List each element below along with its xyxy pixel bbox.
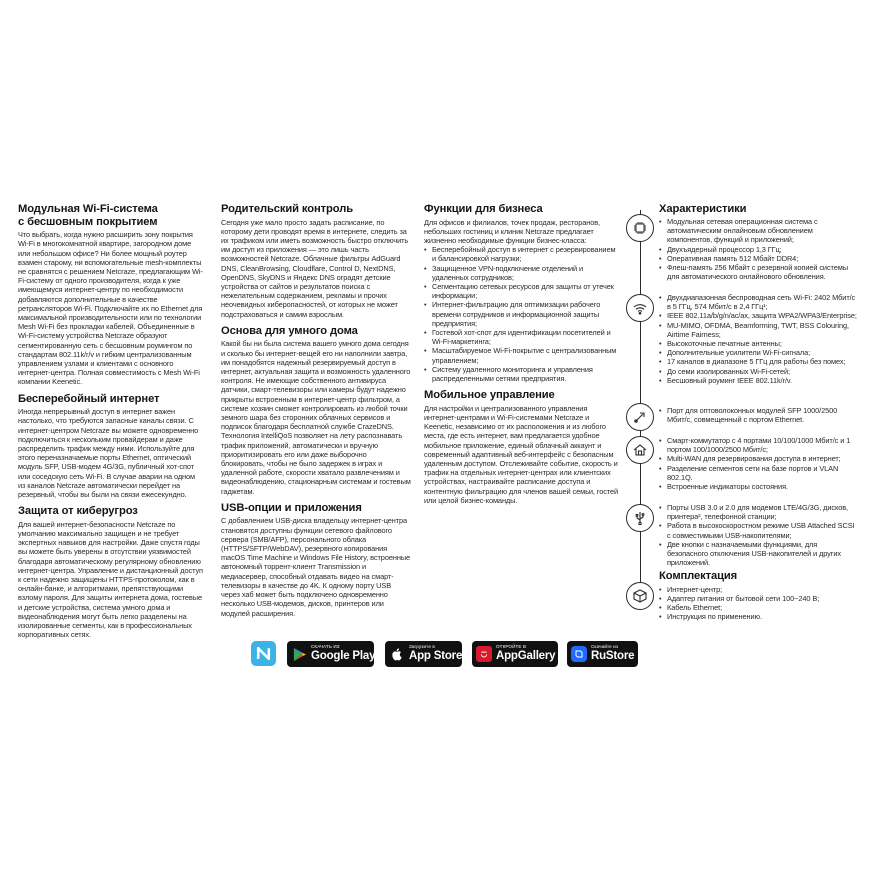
list-item: • Адаптер питания от бытовой сети 100−240 В; <box>659 594 857 603</box>
list-item: • Высокоточные печатные антенны; <box>659 339 857 348</box>
badge-small-text: ОТКРОЙТЕ В <box>496 644 527 650</box>
list-item: • Гостевой хот-спот для идентификации посетителей и Wi-Fi-маркетинга; <box>424 328 619 346</box>
column-specs <box>659 203 857 623</box>
column-2 <box>221 203 411 624</box>
badge-big-text: App Store <box>409 650 463 663</box>
list-item: • Бесшовный роуминг IEEE 802.11k/r/v. <box>659 376 857 385</box>
badge-small-text: Загрузите в <box>409 644 435 650</box>
home-network-icon <box>626 436 654 464</box>
section-body-parental: Сегодня уже мало просто задать расписание, по которому дети проводят время в интернете, следить за их трафиком или иметь возможность быстро отключить им доступ из приложения — это лишь часть возможностей Netcraze. Облачные фильтры AdGuard DNS, CleanBrowsing, Cloudflare, Control D, NextDNS, OpenDNS, SkyDNS и Яндекс DNS оградят детские устройства от сайтов и результатов поиска с нежелательным содержанием, рекламы и прочих неочевидных киберопасностей, от которых не может подстраховаться и самим взрослым. <box>221 217 409 319</box>
list-item: • Двухъядерный процессор 1,3 ГГц; <box>659 245 857 254</box>
spec-group-sfp <box>659 406 857 424</box>
list-item: • Систему удаленного мониторинга и управления распределенными сетями предприятия. <box>424 365 619 383</box>
column-1 <box>18 203 204 646</box>
huawei-icon <box>476 646 492 662</box>
list-item: • Дополнительные усилители Wi-Fi-сигнала; <box>659 348 857 357</box>
section-title-uninterrupted: Бесперебойный интернет <box>18 392 160 405</box>
list-item: • Разделение сегментов сети на базе портов и VLAN 802.1Q. <box>659 464 857 482</box>
usb-icon <box>626 504 654 532</box>
badge-big-text: Google Play <box>311 650 376 663</box>
list-item: • Флеш-память 256 Мбайт с резервной копией системы для автоматического онлайнового обновления. <box>659 263 857 281</box>
section-uninterrupted <box>18 393 204 500</box>
spec-group-wifi <box>659 293 857 385</box>
section-body-usb: С добавлением USB-диска владельцу интернет-центра становятся доступны функции сетевого файлового сервера (SMB/AFP), персонального облака (HTTPS/SFTP/WebDAV), резервного копирования macOS Time Machine и Windows File History, встроенные автономный торрент-клиент Transmission и медиасервер, способный отдавать видео на смарт-телевизоры в качестве до 4K. К одному порту USB через хаб может быть подключено одновременно несколько USB-модемов, дисков, принтеров или модулей расширения. <box>221 516 411 618</box>
section-title-parental: Родительский контроль <box>221 203 354 215</box>
section-title-mobile: Мобильное управление <box>424 389 555 402</box>
list-item: • Кабель Ethernet; <box>659 603 857 612</box>
list-item: • Смарт-коммутатор с 4 портами 10/100/1000 Мбит/с и 1 портом 100/1000/2500 Мбит/с; <box>659 436 857 454</box>
spec-group-system <box>659 217 857 281</box>
rustore-badge[interactable] <box>567 641 638 667</box>
section-body-smart-home: Какой бы ни была система вашего умного дома сегодня и сколько бы интернет-вещей его ни наполнили завтра, им понадобятся надежный резервируемый доступ в интернет, актуальная защита и возможность удаленного контроля. Не имеющие собственного антивируса датчики, смарт-телевизоры или камеры будут надежно прикрыты встроенным в интернет-центр фильтром, а системе хозяин сможет контролировать из любой точки земного шара без сторонних облачных сервисов и подписок благодаря бесплатной службе CrazeDNS. Технология IntelliQoS позволяет на лету распознавать трафик приложений, автоматически и вручную приоритизировать его или даже выборочно блокировать, чтобы не было задержек в играх и удаленной работе, скорости хватало развлечениям и видеонаблюдению, стационарным системам и гостевым гаджетам. <box>221 339 411 496</box>
wifi-icon <box>626 294 654 322</box>
chip-icon <box>626 214 654 242</box>
section-title-security: Защита от киберугроз <box>18 505 138 518</box>
title-line-2: с бесшовным покрытием <box>18 215 158 228</box>
section-smart-home <box>221 325 411 496</box>
specs-title: Характеристики <box>659 203 747 215</box>
netcraze-logo-icon <box>251 641 276 666</box>
badge-small-text: СКАЧАТЬ ИЗ <box>311 644 340 650</box>
title-line-1: Модульная Wi-Fi-система <box>18 203 158 215</box>
spec-group-usb <box>659 503 857 567</box>
business-list <box>424 245 619 383</box>
list-item: • Порт для оптоволоконных модулей SFP 1000/2500 Мбит/с, совмещенный с портом Ethernet. <box>659 406 857 424</box>
list-item: • IEEE 802.11a/b/g/n/ac/ax, защита WPA2/WPA3/Enterprise; <box>659 311 857 320</box>
section-intro-business: Для офисов и филиалов, точек продаж, ресторанов, небольших гостиниц и клиник Netcraze предлагает жизненно необходимые функции бизнес-класса: <box>424 217 600 245</box>
app-store-badge[interactable] <box>385 641 462 667</box>
list-item: • До семи изолированных Wi-Fi-сетей; <box>659 367 857 376</box>
section-title-usb: USB-опции и приложения <box>221 501 362 514</box>
google-play-icon <box>291 646 307 662</box>
list-item: • Multi-WAN для резервирования доступа в интернет; <box>659 454 857 463</box>
section-usb <box>221 502 411 618</box>
list-item: • 17 каналов в диапазоне 5 ГГц для работы без помех; <box>659 357 857 366</box>
kit-title: Комплектация <box>659 570 738 582</box>
badge-big-text: AppGallery <box>496 650 556 663</box>
badge-small-text: Скачайте из <box>591 644 619 650</box>
section-parental <box>221 203 411 319</box>
section-body-mesh: Что выбрать, когда нужно расширить зону покрытия Wi-Fi в многокомнатной квартире, загородном доме или небольшом офисе? Ни более мощный роутер взамен старому, ни вспомогательные mesh-комплекты не сравнятся с решением Netcraze, предлагающим Wi-Fi-систему от одного производителя, когда к уже имеющемуся интернет-центру по необходимости добавляются дополнительные в качестве ретрансляторов Wi-Fi. Подключайте их по Ethernet для максимальной производительности или по технологии Mesh Wi-Fi без прокладки кабелей. Объединенные в Wi-Fi-систему устройства Netcraze образуют сегментированную сеть с бесшовным роумингом по стандартам 802.11k/r/v и гибким централизованным управлением узлами и клиентами с основного интернет-центра. Полная совместимость с Mesh Wi-Fi компании Keenetic. <box>18 230 203 387</box>
section-body-security: Для вашей интернет-безопасности Netcraze по умолчанию максимально защищен и не требует экспертных навыков для настройки. Даже спустя годы вы можете быть уверены в отсутствии уязвимостей благодаря автоматическому регулярному обновлению интернет-центра. Управление и дистанционный доступ к сети надежно защищены HTTPS-протоколом, как в онлайн-банке, и алгоритмами, препятствующими взлому пароля. Для защиты интернета дома, гостевые и детские устройства, система умного дома и видеонаблюдения могут быть легко разделены на изолированные сегменты, как в профессиональных корпоративных сетях. <box>18 519 203 640</box>
google-play-badge[interactable] <box>287 641 374 667</box>
section-business <box>424 203 619 383</box>
badge-big-text: RuStore <box>591 650 635 663</box>
box-icon <box>626 582 654 610</box>
section-security <box>18 505 204 639</box>
list-item: • Оперативная память 512 Мбайт DDR4; <box>659 254 857 263</box>
section-body-mobile: Для настройки и централизованного управления интернет-центрами и Wi-Fi-системами Netcraze и Keenetic, независимо от их расположения и из любого места, где есть интернет, вам предлагается удобное мобильное приложение, единый облачный аккаунт и современный адаптивный веб-интерфейс с безопасным удаленным доступом. Отслеживайте событие, скорость и трафик на отдельных интернет-центрах или клиентских устройствах, настраивайте расписание доступа и контентную фильтрацию для членов вашей семьи, гостей или целой бизнес-команды. <box>424 403 619 505</box>
list-item: • Сегментацию сетевых ресурсов для защиты от утечек информации; <box>424 282 619 300</box>
section-mesh <box>18 203 204 387</box>
list-item: • Модульная сетевая операционная система с автоматическим онлайновым обновлением компонентов, функций и приложений; <box>659 217 857 245</box>
spec-timeline <box>626 210 656 610</box>
list-item: • Масштабируемое Wi-Fi-покрытие с централизованным управлением; <box>424 346 619 364</box>
section-title-smart-home: Основа для умного дома <box>221 324 358 337</box>
apple-icon <box>389 646 405 662</box>
column-3 <box>424 203 619 511</box>
section-body-uninterrupted: Иногда непрерывный доступ в интернет важен настолько, что требуются запасные каналы связи. С интернет-центром Netcraze вы можете одновременно подключиться к нескольким провайдерам и даже распределить трафик между ними. Используйте для этого переназначаемые порты Ethernet, оптический модуль SFP, USB-модем 4G/3G, публичный хот-спот или соседскую сеть Wi-Fi. В случае аварии на одном из каналов Netcraze автоматически перейдет на резервный, чтобы вы были на связи ежесекундно. <box>18 407 199 500</box>
appgallery-badge[interactable] <box>472 641 558 667</box>
section-title-mesh <box>18 203 204 228</box>
list-item: • Две кнопки с назначаемыми функциями, для безопасного отключения USB-накопителей и других приложений. <box>659 540 857 568</box>
list-item: • Работа в высокоскоростном режиме USB Attached SCSI с совместимыми USB-накопителями; <box>659 521 857 539</box>
list-item: • Встроенные индикаторы состояния. <box>659 482 857 491</box>
spec-group-kit <box>659 570 857 621</box>
list-item: • MU-MIMO, OFDMA, Beamforming, TWT, BSS Colouring, Airtime Fairness; <box>659 321 857 339</box>
list-item: • Инструкция по применению. <box>659 612 857 621</box>
rustore-icon <box>571 646 587 662</box>
fiber-port-icon <box>626 403 654 431</box>
list-item: • Интернет-фильтрацию для оптимизации рабочего времени сотрудников и информационной защиты предприятия; <box>424 300 619 328</box>
list-item: • Бесперебойный доступ в интернет с резервированием и балансировкой нагрузки; <box>424 245 619 263</box>
section-mobile <box>424 389 619 505</box>
list-item: • Порты USB 3.0 и 2.0 для модемов LTE/4G/3G, дисков, принтера², телефонной станции; <box>659 503 857 521</box>
section-title-business: Функции для бизнеса <box>424 203 543 215</box>
spec-group-switch <box>659 436 857 491</box>
list-item: • Двухдиапазонная беспроводная сеть Wi-Fi: 2402 Мбит/с в 5 ГГц, 574 Мбит/с в 2,4 ГГц¹; <box>659 293 857 311</box>
list-item: • Интернет-центр; <box>659 585 857 594</box>
list-item: • Защищенное VPN-подключение отделений и удаленных сотрудников; <box>424 264 619 282</box>
